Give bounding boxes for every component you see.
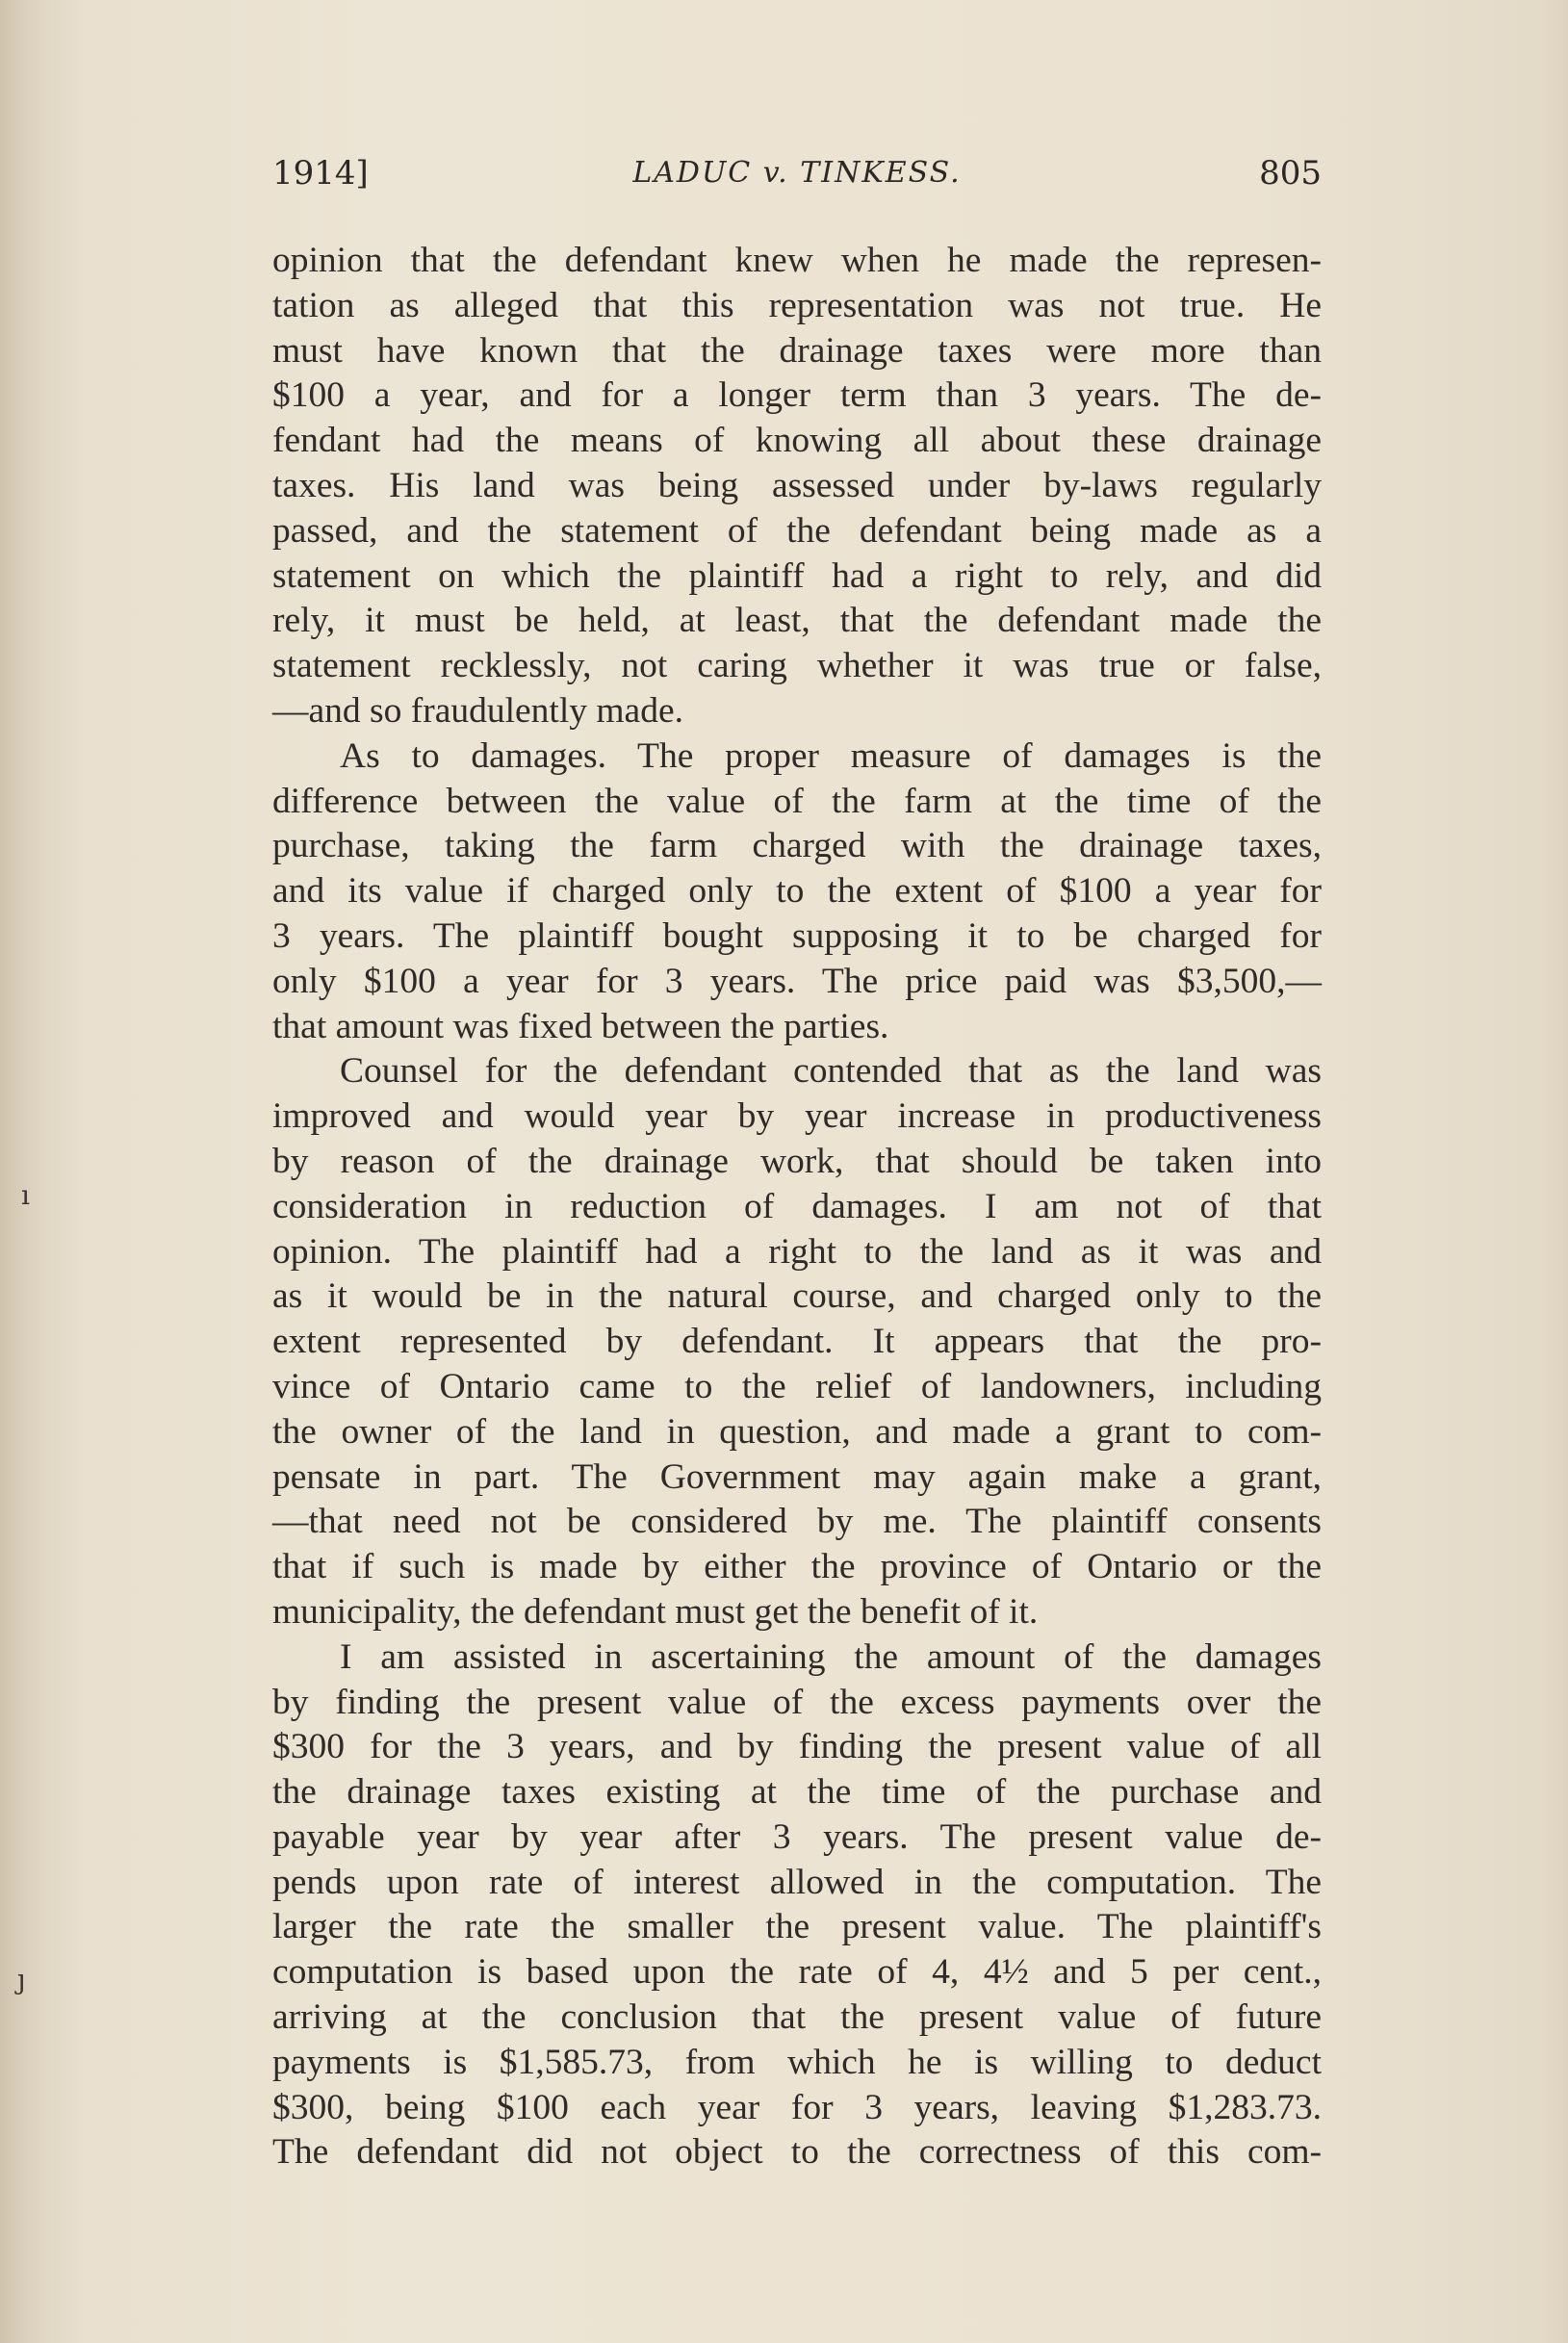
page-number: 805 [1259,154,1322,193]
text-line: tation as alleged that this representation was not true. He [272,285,1322,325]
text-line: opinion that the defendant knew when he made the represen- [272,241,1322,280]
text-line: taxes. His land was being assessed under by-laws regularly [272,465,1322,505]
text-line: larger the rate the smaller the present value. The plaintiff's [272,1907,1322,1947]
text-line: pensate in part. The Government may again make a grant, [272,1456,1322,1497]
text-line: difference between the value of the farm at the time of the [272,781,1322,821]
text-line: computation is based upon the rate of 4, 4½ and 5 per cent., [272,1952,1322,1993]
text-line: $300, being $100 each year for 3 years, leaving $1,283.73. [272,2087,1322,2127]
text-line: municipality, the defendant must get the benefit of it. [272,1591,1039,1632]
text-line: passed, and the statement of the defendant being made as a [272,510,1322,551]
text-line: consideration in reduction of damages. I am not of that [272,1186,1322,1226]
margin-tick-mark: ı [21,1179,30,1211]
text-line: I am assisted in ascertaining the amount of the damages [340,1636,1322,1677]
text-line: 3 years. The plaintiff bought supposing it to be charged for [272,915,1322,956]
text-line: the owner of the land in question, and made a grant to com- [272,1411,1322,1452]
text-line: —that need not be considered by me. The plaintiff consents [272,1502,1322,1542]
paragraph [272,1635,1322,2176]
text-line: The defendant did not object to the correctness of this com- [272,2132,1322,2173]
text-line: fendant had the means of knowing all about these drainage [272,421,1322,461]
text-line: opinion. The plaintiff had a right to the land as it was and [272,1231,1322,1272]
paragraph [272,239,1322,734]
margin-tick-mark: ȷ [17,1964,26,1995]
text-line: the drainage taxes existing at the time of the purchase and [272,1772,1322,1813]
text-line: by reason of the drainage work, that should be taken into [272,1141,1322,1181]
text-line: payments is $1,585.73, from which he is willing to deduct [272,2042,1322,2082]
paragraph [272,1049,1322,1635]
text-line: Counsel for the defendant contended that as the land was [340,1051,1322,1092]
text-line: pends upon rate of interest allowed in the computation. The [272,1862,1322,1902]
text-line: must have known that the drainage taxes were more than [272,330,1322,371]
text-line: arriving at the conclusion that the present value of future [272,1997,1322,2038]
text-line: only $100 a year for 3 years. The price paid was $3,500,— [272,961,1322,1001]
text-line: that if such is made by either the province of Ontario or the [272,1547,1322,1587]
text-line: statement on which the plaintiff had a right to rely, and did [272,555,1322,596]
text-line: statement recklessly, not caring whether it was true or false, [272,646,1322,686]
body-text [272,239,1322,2176]
text-line: improved and would year by year increase in productiveness [272,1096,1322,1137]
text-line: purchase, taking the farm charged with the drainage taxes, [272,826,1322,866]
text-line: —and so fraudulently made. [272,690,683,731]
text-line: vince of Ontario came to the relief of landowners, including [272,1366,1322,1406]
text-line: As to damages. The proper measure of damages is the [340,735,1322,776]
running-head-year: 1914] [272,154,369,193]
text-line: $300 for the 3 years, and by finding the present value of all [272,1727,1322,1767]
text-line: and its value if charged only to the extent of $100 a year for [272,871,1322,912]
paragraph [272,734,1322,1050]
text-line: payable year by year after 3 years. The present value de- [272,1816,1322,1857]
running-head [272,154,1322,202]
text-line: as it would be in the natural course, and charged only to the [272,1276,1322,1317]
text-line: $100 a year, and for a longer term than 3 years. The de- [272,375,1322,416]
running-head-case-title: LADUC v. TINKESS. [632,156,962,190]
text-line: that amount was fixed between the parties. [272,1006,889,1046]
text-line: rely, it must be held, at least, that the defendant made the [272,601,1322,641]
text-line: extent represented by defendant. It appears that the pro- [272,1322,1322,1362]
text-line: by finding the present value of the excess payments over the [272,1682,1322,1722]
